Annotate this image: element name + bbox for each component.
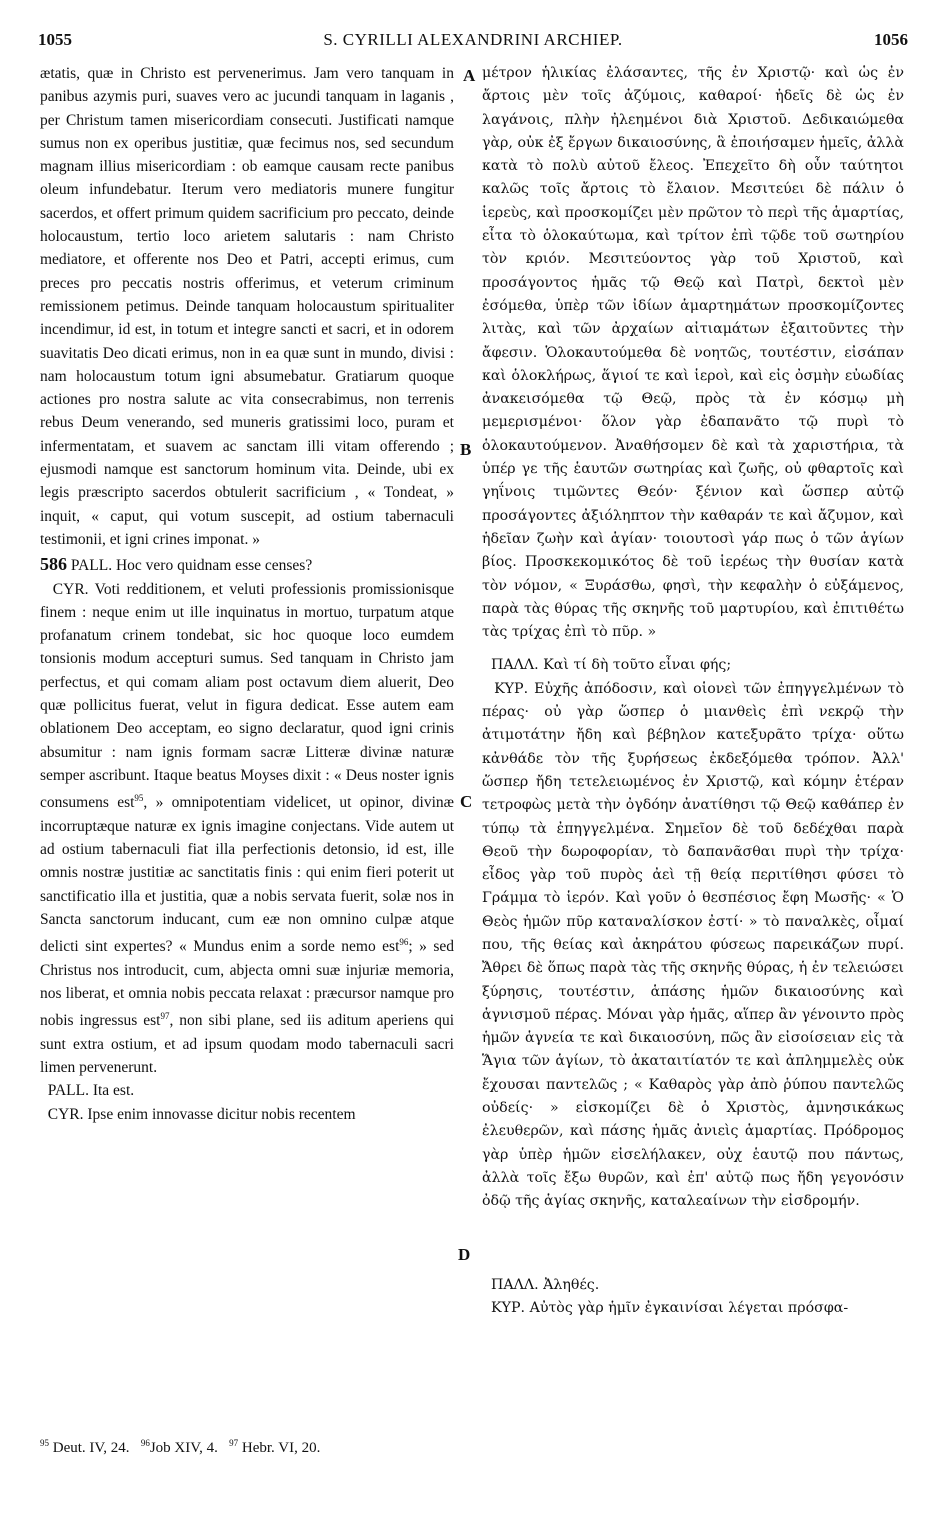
speaker-label: CYR. xyxy=(47,1105,84,1123)
greek-paragraph-3 xyxy=(482,678,904,1214)
greek-paragraph-2 xyxy=(482,654,904,677)
speech-text: Καὶ τί δὴ τοῦτο εἶναι φής; xyxy=(543,657,732,674)
margin-marker-d: D xyxy=(458,1245,471,1264)
footnote-text: Hebr. VI, 20. xyxy=(241,1440,321,1456)
greek-paragraph-5 xyxy=(482,1297,904,1320)
speech-text: Ita est. xyxy=(92,1082,135,1100)
footnote-ref: 95 xyxy=(134,793,144,804)
speech-text: Ἀληθές. xyxy=(543,1276,600,1293)
speaker-label: ΚΥΡ. xyxy=(491,1299,526,1316)
running-header xyxy=(38,30,908,56)
latin-paragraph-4 xyxy=(40,1079,454,1102)
footnote-ref: 97 xyxy=(160,1011,170,1022)
speaker-label: CYR. xyxy=(52,580,89,598)
margin-marker-a: A xyxy=(463,66,476,85)
speech-text: , non sibi plane, sed iis aditum aperiens qui sunt extra ostium, et ad ipsum quodam modo tabernaculi sacri limen pervenerunt. xyxy=(40,1012,455,1076)
speech-text: Ipse enim innovasse dicitur nobis recentem xyxy=(87,1105,356,1123)
footnote-text: Job XIV, 4. xyxy=(149,1440,218,1456)
latin-column xyxy=(40,62,454,1126)
speaker-label: ΠΑΛΛ. xyxy=(491,657,539,674)
section-number: 586 xyxy=(40,554,67,575)
footnote-number: 96 xyxy=(140,1438,150,1448)
margin-marker-b: B xyxy=(460,440,472,459)
running-title: S. CYRILLI ALEXANDRINI ARCHIEP. xyxy=(323,30,623,49)
footnotes xyxy=(40,1438,454,1457)
speech-text: Εὐχῆς ἀπόδοσιν, καὶ οἱονεὶ τῶν ἐπηγγελμένων τὸ πέρας· οὐ γὰρ ὥσπερ ὁ μιανθεὶς ἐπὶ νεκρῷ τὴν ἀτιμοτάτην ἤδη καὶ βέβηλον κατεξυρᾶτο τρίχα· οὕτω κἀνθάδε τὸν τῆς ξυρήσεως ἐκδεξόμεθα τρόπον. Ἀλλ' ὥσπερ ἤδη τετελειωμένος ἐν Χριστῷ, καὶ κόμην ἑτέραν τετροφὼς μετὰ τὴν ὀγδόην ἀνατίθησι τῷ Θεῷ καθάπερ ἐν τύπῳ τὰ ἐπηγγελμένα. Σημεῖον δὲ τοῦ δεδέχθαι παρὰ Θεοῦ τὴν δωροφορίαν, τὸ δαπανᾶσθαι πυρὶ τὴν τρίχα· εἶδος γὰρ τοῦ πυρὸς ἀεὶ τῇ θείᾳ περιτίθησι φύσει τὸ Γράμμα τὸ ἱερόν. Καὶ γοῦν ὁ θεσπέσιος ἔφη Μωσῆς· « Ὁ Θεὸς ἡμῶν πῦρ καταναλίσκον ἐστί· » τὸ παναλκὲς, οἶμαί που, τῆς θείας καὶ ἀκηράτου φύσεως παρεικάζων πυρί. Ἄθρει δὲ ὅπως παρὰ τὰς τῆς σκηνῆς θύρας, ἡ ἐν τελειώσει ξύρησις, τουτέστιν, ἁπάσης ἡμῶν δικαιοσύνης καὶ ἁγνισμοῦ πέρας. Μόναι γὰρ ἡμᾶς, αἵπερ ἂν γένοιντο πρὸς ἡμῶν ἁγνεία τε καὶ δικαιοσύνη, πῶς ἂν εἰσοίσειαν εἰς τὰ Ἅγια τῶν ἁγίων, τὸ ἀκαταιτίατόν τε καὶ ἀπλημμελὲς οὐκ ἔχουσαι παντελῶς ; « Καθαρὸς γὰρ ἀπὸ ῥύπου παντελῶς οὐδείς· » εἰσκομίζει δὲ ὁ Χριστὸς, ἀμνησικάκως ἐλευθερῶν, καὶ πάσης ἡμᾶς ἀνιεὶς ἁμαρτίας. Πρόδρομος γὰρ ὑπὲρ ἡμῶν εἰσελήλακεν, οὐχ ἑαυτῷ που πάντως, ἀλλὰ τοῖς ἔξω θυρῶν, καὶ ἐπ' αὐτῷ πως ἤδη γεγονόσιν ὀδῷ τῆς ἁγίας σκηνῆς, καταλεαίνων τὴν εἰσδρομήν. xyxy=(482,680,904,1210)
speech-text: Αὐτὸς γὰρ ἡμῖν ἐγκαινίσαι λέγεται πρόσφα- xyxy=(529,1299,849,1316)
footnote-text: Deut. IV, 24. xyxy=(52,1440,130,1456)
speaker-label: ΠΑΛΛ. xyxy=(491,1276,539,1293)
footnote-ref: 96 xyxy=(399,937,409,948)
greek-paragraph-4 xyxy=(482,1274,904,1297)
margin-marker-c: C xyxy=(460,792,473,811)
speaker-label: PALL. xyxy=(70,557,113,575)
latin-paragraph-3 xyxy=(40,578,454,1080)
speech-text: Voti redditionem, et veluti professionis promissionisque finem : neque enim ut ille inquinatus in mortuo, turpatum atque profanatum crinem tondebat, sic hoc quoque loco eumdem tonsionis modum accepturi sumus. Sed tanquam in Christo jam perfectus, et qui comam aliam post octavum diem aluerit, Deo quæ pollicitus fuerat, velut in figura dedicat. Esse autem eam oblationem Deo acceptam, eo signo declaratur, quod igni crinis absumitur : nam ignis formam sacræ Litteræ divinæ naturæ semper ascribunt. Itaque beatus Moyses dixit : « Deus noster ignis consumens est xyxy=(40,580,454,812)
footnote-number: 97 xyxy=(229,1438,239,1448)
page-number-right: 1056 xyxy=(874,30,908,49)
speech-text: ; » sed Christus nos introducit, cum, abjecta omni suæ injuriæ memoria, nos liberat, et omnia nobis peccata relaxat : præcursor namque pro nobis ingressus est xyxy=(40,938,455,1030)
greek-column xyxy=(482,62,904,1320)
page-number-left: 1055 xyxy=(38,30,72,49)
latin-paragraph-1: ætatis, quæ in Christo est pervenerimus. Jam vero tanquam in panibus azymis puri, suaves vero ac jucundi tanquam in laganis , per Christum tamen misericordiam consecuti. Justificati namque sumus non ex operibus justitiæ, quæ fecimus nos, sed secundum magnam illius misericordiam : ob eamque causam recte panibus oleum infundebatur. Iterum vero mediatoris munere fungitur sacerdos, et offert primum quidem sacrificium pro peccato, deinde holocaustum, tertio loco arietem salutaris : nam Christo mediatore, et offerente nos Deo et Patri, accepti erimus, cum preces pro peccatis nostris offerimus, et veterum criminum remissionem petimus. Deinde tanquam holocaustum spiritualiter incendimur, id est, in totum et integre sancti et sacri, et in odorem suavitatis Deo dicati erimus, non in ea quæ sunt in mundo, divisi : nam holocaustum totum igni absumebatur. Gratiarum quoque actiones pro nostra salute ac vita consecrabimus, non terrenis rebus Deum venerando, sed muneris gratissimi loco, puram et infermentatam, et suavem ac sanctam illi vitam offerendo ; ejusmodi namque est sanctorum hominum vita. Deinde, ubi ex legis præscripto sacerdos obtulerit sacrificium , « Tondeat, » inquit, « caput, qui votum suscepit, ad ostium tabernaculi testimonii, et igni crines imponat. » xyxy=(40,65,454,548)
latin-paragraph-2 xyxy=(40,553,454,577)
latin-paragraph-5 xyxy=(40,1103,454,1126)
speech-text: , » omnipotentiam videlicet, ut opinor, divinæ incorruptæque naturæ ex ignis imagine conjectans. Vide autem ut ad ostium tabernaculi fiat illa perfectionis detonsio, id est, ille omnis nostræ justitiæ ac sanctitatis finis : qui enim fieri poterit ut sanctificatio illa et justitia, quæ a nobis servata fuerit, solæ nos in Sancta sanctorum inducant, cum eæ non omnino culpæ atque delicti sint expertes? « Mundus enim a sorde nemo est xyxy=(40,794,454,956)
speech-text: Hoc vero quidnam esse censes? xyxy=(115,557,313,575)
speaker-label: ΚΥΡ. xyxy=(494,680,529,697)
greek-paragraph-1: μέτρον ἡλικίας ἐλάσαντες, τῆς ἐν Χριστῷ· καὶ ὡς ἐν ἄρτοις μὲν τοῖς ἀζύμοις, καθαροί· ἡδεῖς δὲ ὡς ἐν λαγάνοις, πλὴν ἠλεημένοι διὰ Χριστοῦ. Δεδικαιώμεθα γὰρ, οὐκ ἐξ ἔργων δικαιοσύνης, ἃ ἐποιήσαμεν ἡμεῖς, ἀλλὰ κατὰ τὸ πολὺ αὐτοῦ ἔλεος. Ἐπεχεῖτο δὴ οὖν ταύτητοι καλῶς τοῖς ἄρτοις τὸ ἔλαιον. Μεσιτεύει δὲ πάλιν ὁ ἱερεὺς, καὶ προσκομίζει μὲν πρῶτον τὸ περὶ τῆς ἁμαρτίας, εἶτα τὸ ὁλοκαύτωμα, καὶ τρίτον ἐπὶ τῷδε τοῦ σωτηρίου τὸν κριόν. Μεσιτεύοντος γὰρ τοῦ Χριστοῦ, καὶ προσάγοντος ἡμᾶς τῷ Θεῷ καὶ Πατρὶ, δεκτοὶ μὲν ἐσόμεθα, ὑπὲρ τῶν ἰδίων ἁμαρτημάτων προσκομίζοντες λιτὰς, καὶ τῶν ἀρχαίων αἰτιαμάτων ἐξαιτοῦντες τὴν ἄφεσιν. Ὁλοκαυτούμεθα δὲ νοητῶς, τουτέστιν, εἰσάπαν καὶ ὁλοκλήρως, ἅγιοί τε καὶ ἱεροὶ, καὶ εἰς ὀσμὴν εὐωδίας ἀνακεισόμεθα τῷ Θεῷ, πρὸς τὰ ἐν κόσμῳ μὴ μεμερισμένοι· ὅλον γὰρ ἐδαπανᾶτο τῷ πυρὶ τὸ ὁλοκαυτούμενον. Ἀναθήσομεν δὲ καὶ τὰ χαριστήρια, τὰ ὑπέρ γε τῆς ἑαυτῶν σωτηρίας καὶ ζωῆς, οὐ φθαρτοῖς καὶ γηΐνοις τιμῶντες Θεόν· ξένιον καὶ ὥσπερ αὐτῷ προσάγοντες ἀξιόληπτον τὴν καθαράν τε καὶ ἄζυμον, καὶ ἡδεῖαν ζωὴν καὶ ἁγίαν· τοιουτοσὶ γάρ πως ὁ τῶν ἁγίων βίος. Προσκεκομικότος δὲ τοῦ ἱερέως τὴν θυσίαν κατὰ τὸν νόμον, « Ξυράσθω, φησὶ, τὴν κεφαλὴν ὁ εὐξάμενος, παρὰ τὰς θύρας τῆς σκηνῆς τοῦ μαρτυρίου, καὶ ἐπιτιθέτω τὰς τρίχας ἐπὶ τὸ πῦρ. » xyxy=(482,65,904,641)
speaker-label: PALL. xyxy=(47,1082,89,1100)
footnote-number: 95 xyxy=(40,1438,49,1448)
